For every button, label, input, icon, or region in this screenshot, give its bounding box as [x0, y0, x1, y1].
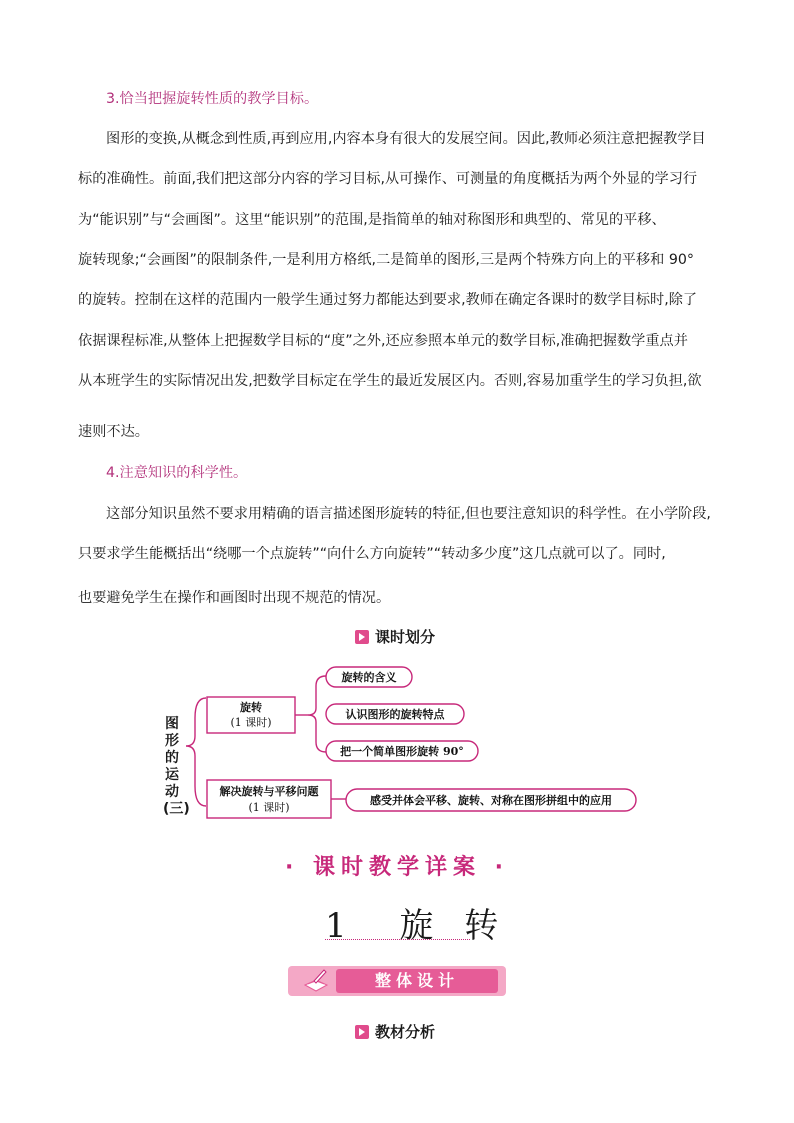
section4-heading: 4.注意知识的科学性。 — [106, 465, 248, 481]
section3-line: 标的准确性。前面,我们把这部分内容的学习目标,从可操作、可测量的角度概括为两个外显的学习行 — [78, 171, 698, 187]
box-problem-sub: (1 课时) — [248, 801, 290, 814]
item-text: 感受并体会平移、旋转、对称在图形拼组中的应用 — [370, 794, 612, 807]
bookmark-icon — [354, 1024, 370, 1040]
overall-design-banner — [288, 966, 506, 996]
section3-line: 依据课程标准,从整体上把握数学目标的“度”之外,还应参照本单元的数学目标,准确把握数学重点并 — [78, 333, 688, 349]
book-pen-icon — [302, 967, 330, 995]
box-rotation-sub: (1 课时) — [230, 716, 272, 729]
lesson-number: 1 — [325, 906, 357, 946]
lesson-plan-banner: · 课时教学详案 · — [284, 855, 510, 880]
section4-line: 只要求学生能概括出“绕哪一个点旋转”“向什么方向旋转”“转动多少度”这几点就可以了。同时, — [78, 546, 666, 562]
overall-design-label: 整体设计 — [336, 969, 498, 993]
schedule-title: 课时划分 — [375, 628, 436, 646]
section3-heading: 3.恰当把握旋转性质的教学目标。 — [106, 91, 319, 107]
bookmark-icon — [354, 629, 370, 645]
section3-line: 的旋转。控制在这样的范围内一般学生通过努力都能达到要求,教师在确定各课时的数学目标时,除了 — [78, 292, 698, 308]
schedule-diagram — [150, 658, 650, 823]
schedule-heading — [354, 626, 435, 647]
box-problem-title: 解决旋转与平移问题 — [219, 785, 319, 798]
diagram-root-label: 图形的运动(三) — [163, 716, 190, 817]
section3-line: 速则不达。 — [78, 424, 149, 440]
section3-line: 为“能识别”与“会画图”。这里“能识别”的范围,是指简单的轴对称图形和典型的、常见的平移、 — [78, 212, 666, 228]
items-brace — [308, 676, 326, 752]
item-text: 把一个简单图形旋转 90° — [340, 745, 464, 758]
section3-line: 旋转现象;“会画图”的限制条件,一是利用方格纸,二是简单的图形,三是两个特殊方向上的平移和 90° — [78, 252, 694, 268]
section3-line: 从本班学生的实际情况出发,把数学目标定在学生的最近发展区内。否则,容易加重学生的学习负担,欲 — [78, 373, 702, 389]
lesson-name: 旋 转 — [399, 906, 509, 946]
item-text: 旋转的含义 — [341, 671, 397, 684]
section4-line: 这部分知识虽然不要求用精确的语言描述图形旋转的特征,但也要注意知识的科学性。在小学阶段, — [106, 506, 711, 522]
root-brace — [186, 698, 206, 806]
item-text: 认识图形的旋转特点 — [345, 708, 445, 721]
section4-line: 也要避免学生在操作和画图时出现不规范的情况。 — [78, 590, 391, 606]
analysis-title: 教材分析 — [375, 1023, 436, 1041]
section3-line: 图形的变换,从概念到性质,再到应用,内容本身有很大的发展空间。因此,教师必须注意把握教学目 — [106, 131, 706, 147]
analysis-heading — [354, 1021, 435, 1042]
box-rotation-title: 旋转 — [240, 701, 262, 714]
title-underline — [325, 939, 470, 940]
